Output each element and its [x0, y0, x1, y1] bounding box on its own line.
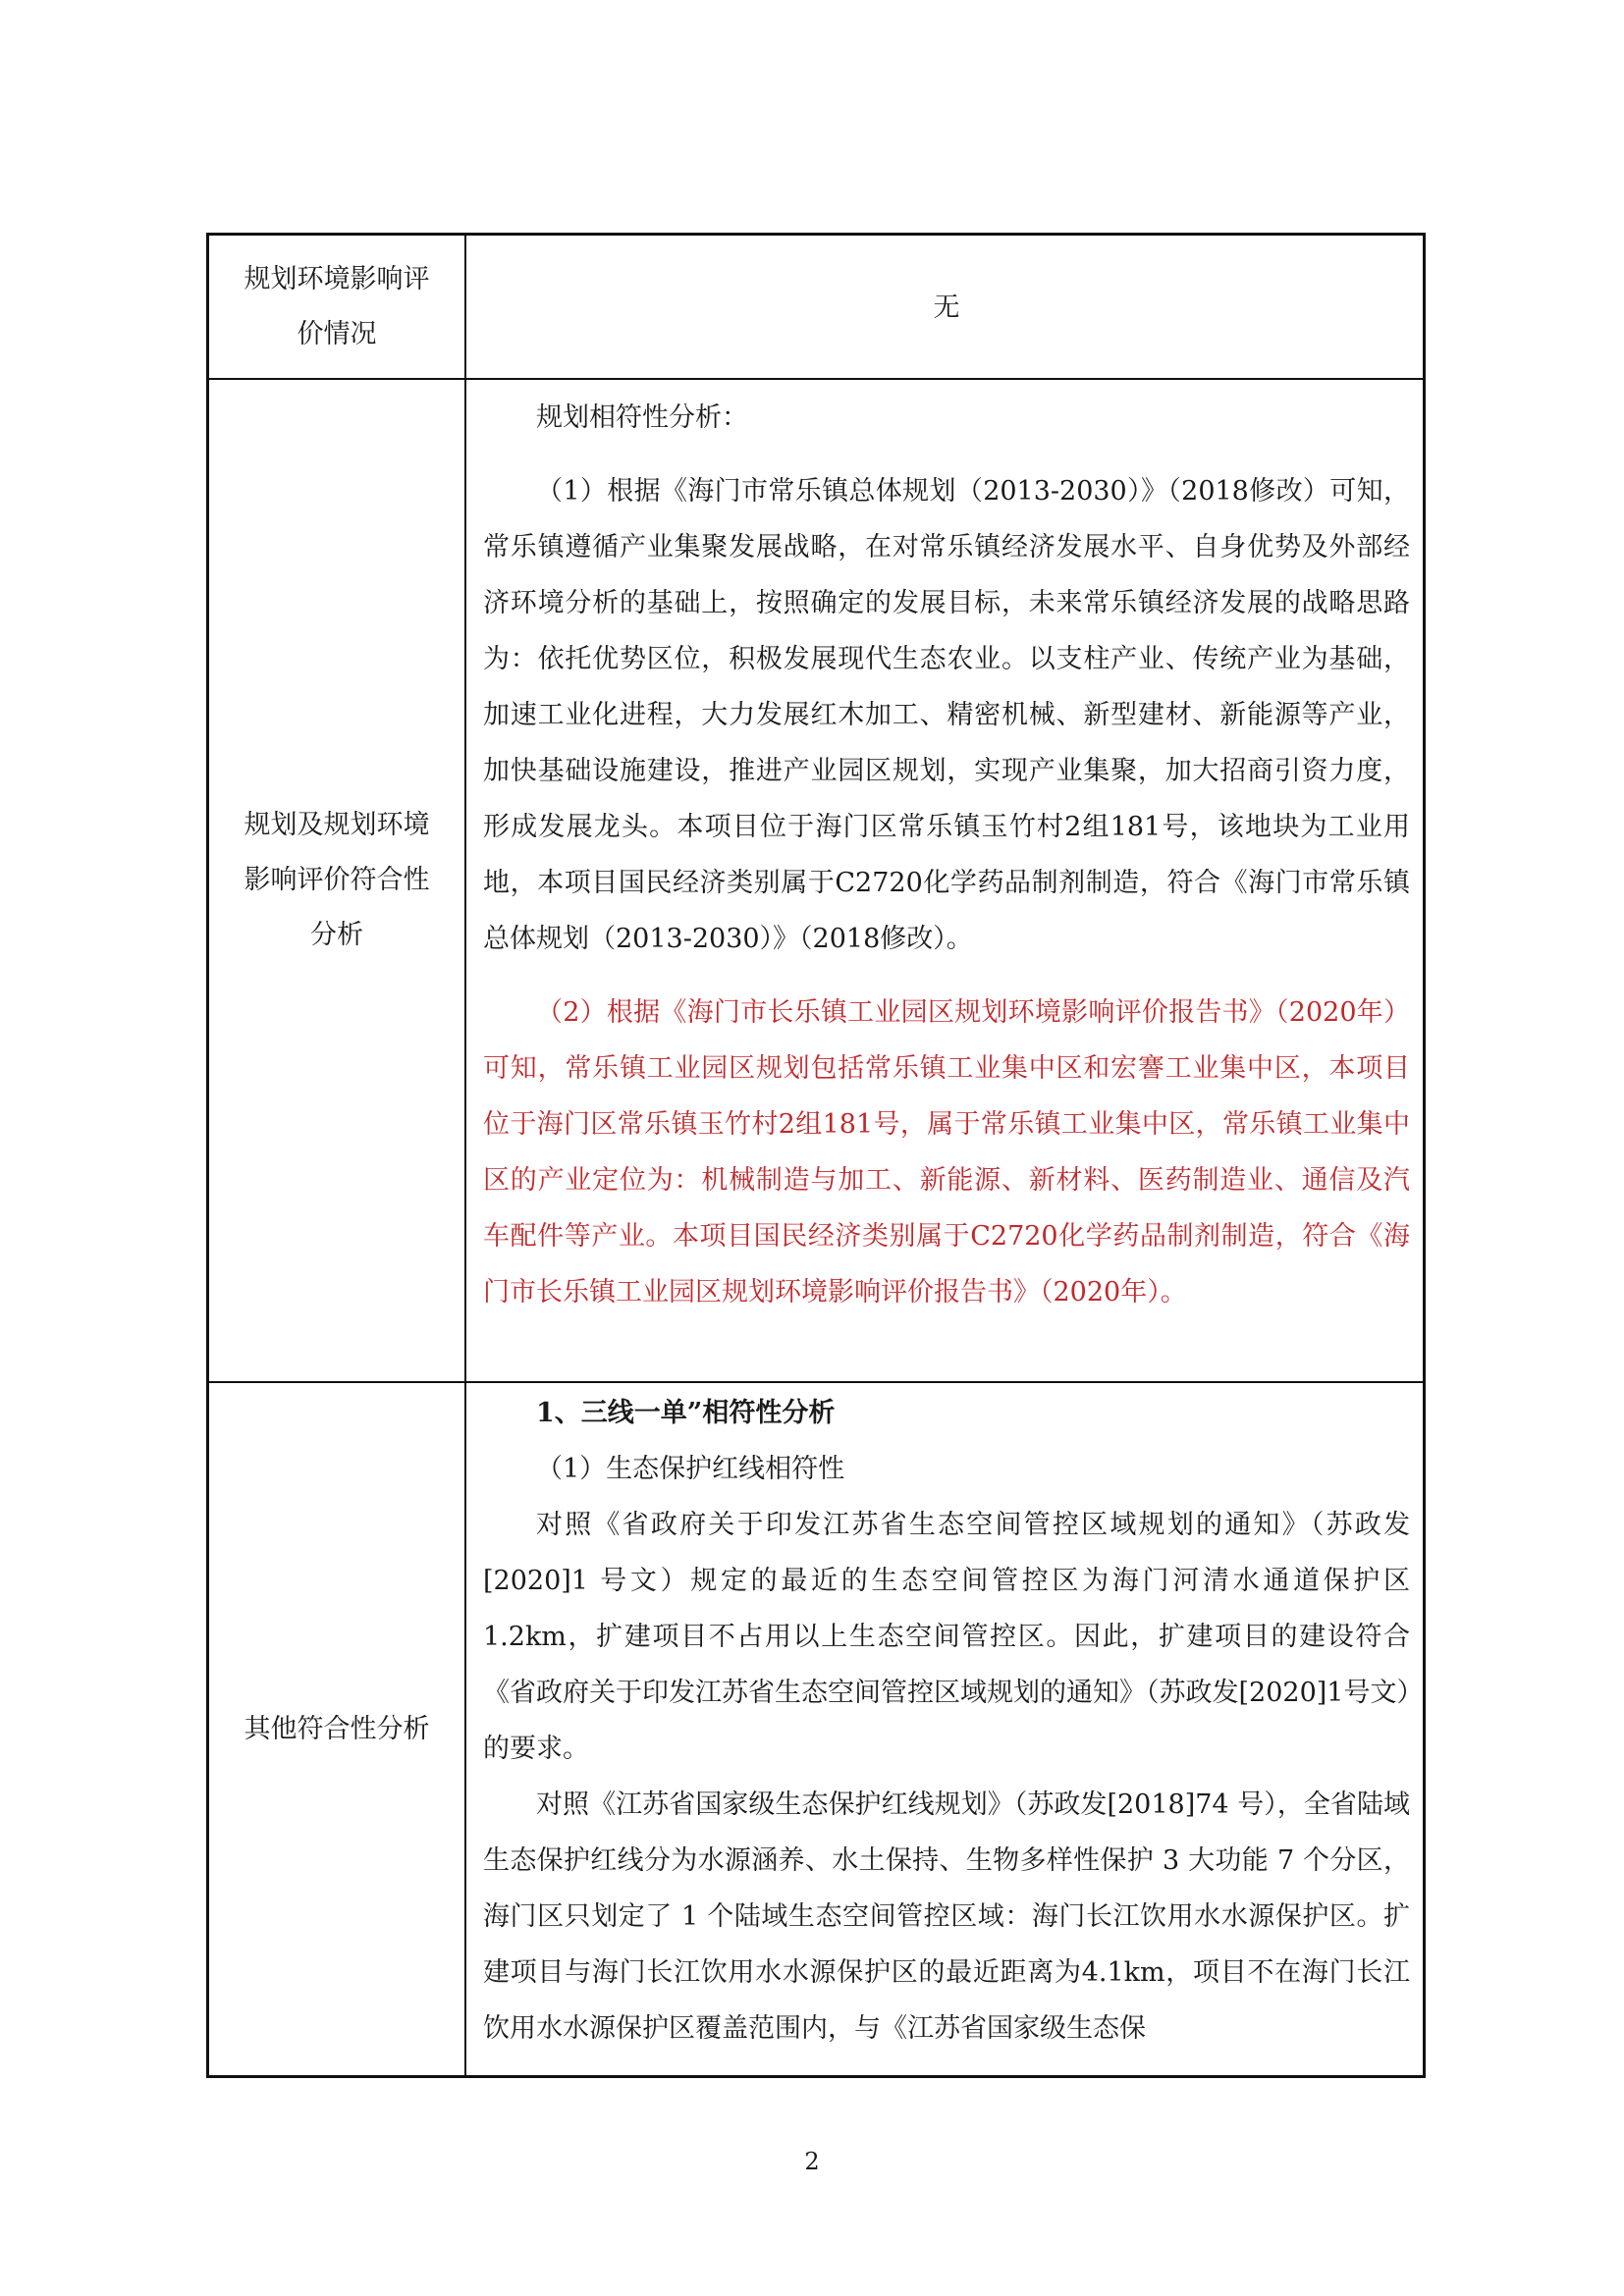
highlighted-paragraph: （2）根据《海门市长乐镇工业园区规划环境影响评价报告书》（2020年）可知，常乐镇工业园区规划包括常乐镇工业集中区和宏謇工业集中区，本项目位于海门区常乐镇玉竹村2组181号，属于常乐镇工业集中区，常乐镇工业集中区的产业定位为：机械制造与加工、新能源、新材料、医药制造业、通信及汽车配件等产业。本项目国民经济类别属于C2720化学药品制剂制造，符合《海门市长乐镇工业园区规划环境影响评价报告书》（2020年）。 [483, 997, 1410, 1308]
paragraph: 对照《省政府关于印发江苏省生态空间管控区域规划的通知》（苏政发[2020]1 号文）规定的最近的生态空间管控区为海门河清水通道保护区1.2km，扩建项目不占用以上生态空间管控区。因此，扩建项目的建设符合《省政府关于印发江苏省生态空间管控区域规划的通知》（苏政发[2020]1号文）的要求。 [483, 1510, 1410, 1764]
section-heading: 1、三线一单”相符性分析 [536, 1398, 836, 1428]
row-content: 无 [933, 293, 960, 323]
page-number: 2 [804, 2148, 820, 2175]
row-label-cell [209, 1383, 464, 2075]
paragraph: （1）根据《海门市常乐镇总体规划（2013-2030）》（2018修改）可知，常乐镇遵循产业集聚发展战略，在对常乐镇经济发展水平、自身优势及外部经济环境分析的基础上，按照确定的发展目标，未来常乐镇经济发展的战略思路为：依托优势区位，积极发展现代生态农业。以支柱产业、传统产业为基础，加速工业化进程，大力发展红木加工、精密机械、新型建材、新能源等产业，加快基础设施建设，推进产业园区规划，实现产业集聚，加大招商引资力度，形成发展龙头。本项目位于海门区常乐镇玉竹村2组181号，该地块为工业用地，本项目国民经济类别属于C2720化学药品制剂制造，符合《海门市常乐镇总体规划（2013-2030）》（2018修改）。 [483, 476, 1410, 954]
row-content-cell [466, 236, 1423, 378]
row-label: 规划及规划环境影响评价符合性分析 [244, 810, 430, 950]
row-label-cell [209, 380, 464, 1381]
row-content-cell [466, 1383, 1423, 2075]
row-label-cell [209, 236, 464, 378]
row-label: 其他符合性分析 [244, 1713, 430, 1744]
paragraph: 对照《江苏省国家级生态保护红线规划》（苏政发[2018]74 号），全省陆域生态保护红线分为水源涵养、水土保持、生物多样性保护 3 大功能 7 个分区，海门区只划定了 1 个陆域生态空间管控区域：海门长江饮用水水源保护区。扩建项目与海门长江饮用水水源保护区的最近距离为4.1km，项目不在海门长江饮用水水源保护区覆盖范围内，与《江苏省国家级生态保 [483, 1789, 1410, 2044]
subsection-heading: （1）生态保护红线相符性 [536, 1454, 845, 1484]
table-row [209, 236, 1423, 380]
section-heading: 规划相符性分析： [536, 402, 748, 433]
table-row [209, 1383, 1423, 2075]
row-label: 规划环境影响评价情况 [244, 263, 430, 349]
document-table [206, 233, 1426, 2078]
table-row [209, 380, 1423, 1383]
row-content-cell [466, 380, 1423, 1381]
